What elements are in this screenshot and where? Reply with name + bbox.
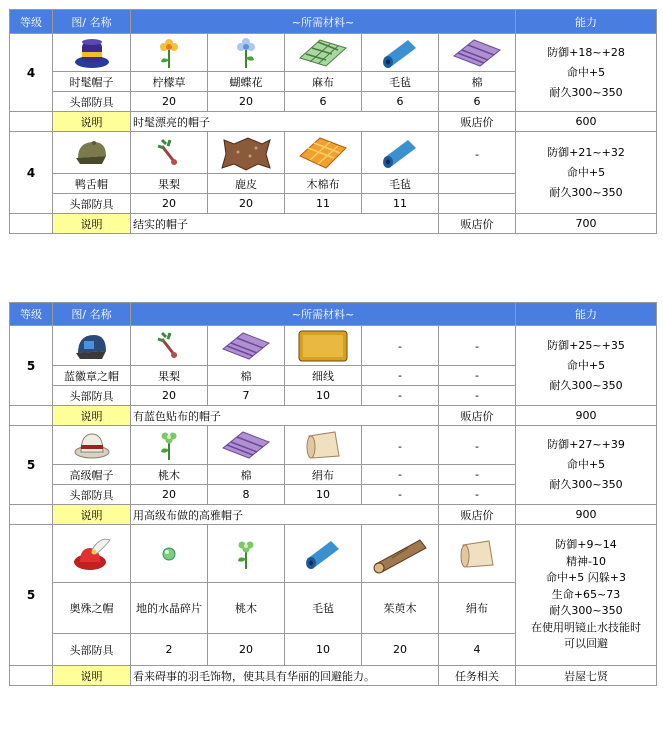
item-name: 奥殊之帽 [53, 583, 131, 634]
material-name: 毛毡 [285, 583, 362, 634]
blank-cell [10, 214, 53, 234]
cotton-cloth-icon [439, 34, 516, 72]
note-label: 说明 [53, 666, 131, 686]
ability-line: 防御+9~14 [555, 538, 617, 552]
header-figure-name: 图/ 名称 [53, 303, 131, 326]
material-qty: 11 [285, 194, 362, 214]
item-level: 4 [10, 34, 53, 112]
header-level: 等级 [10, 10, 53, 34]
linen-cloth-icon [285, 34, 362, 72]
price-label: 贩店价 [439, 214, 516, 234]
item-type: 头部防具 [53, 386, 131, 406]
ability-line: 可以回避 [564, 637, 608, 651]
blank-cell [10, 406, 53, 426]
material-qty: 4 [439, 634, 516, 666]
material-qty: 20 [131, 92, 208, 112]
material-qty: - [362, 386, 439, 406]
material-name: 棉 [208, 366, 285, 386]
price-value: 岩屋七贤 [516, 666, 657, 686]
material-name: 毛毡 [362, 174, 439, 194]
pear-fruit-icon [131, 326, 208, 366]
butterfly-flower-icon [208, 34, 285, 72]
cotton-cloth-icon [208, 426, 285, 465]
felt-roll-icon [362, 34, 439, 72]
item-description: 结实的帽子 [131, 214, 439, 234]
material-name: 柠檬草 [131, 72, 208, 92]
item-type: 头部防具 [53, 634, 131, 666]
item-description: 时髦漂亮的帽子 [131, 112, 439, 132]
material-empty: - [362, 326, 439, 366]
item-level: 4 [10, 132, 53, 214]
ability-cell [516, 426, 657, 505]
oshu-feather-hat-icon [53, 525, 131, 583]
material-name: 棉 [439, 72, 516, 92]
ability-line: 耐久300~350 [549, 604, 623, 618]
header-level: 等级 [10, 303, 53, 326]
material-name: 木棉布 [285, 174, 362, 194]
earth-crystal-shard-icon [131, 525, 208, 583]
material-qty: 20 [208, 194, 285, 214]
ability-line: 防御+18~+28 [547, 45, 625, 59]
material-qty [439, 194, 516, 214]
felt-roll-icon [362, 132, 439, 174]
deer-hide-icon [208, 132, 285, 174]
ability-line: 防御+27~+39 [547, 438, 625, 451]
item-description: 用高级布做的高雅帽子 [131, 505, 439, 525]
material-qty: 20 [131, 194, 208, 214]
dogwood-log-icon [362, 525, 439, 583]
item-name: 鸭舌帽 [53, 174, 131, 194]
material-qty: 20 [131, 485, 208, 505]
material-name: 蝴蝶花 [208, 72, 285, 92]
header-ability: 能力 [516, 303, 657, 326]
peach-wood-flower-icon [208, 525, 285, 583]
item-name: 蓝徽章之帽 [53, 366, 131, 386]
crafting-table-level-4 [9, 9, 657, 234]
felt-roll-icon [285, 525, 362, 583]
item-level: 5 [10, 326, 53, 406]
material-qty: 11 [362, 194, 439, 214]
blank-cell [10, 112, 53, 132]
item-level: 5 [10, 426, 53, 505]
material-qty: 20 [208, 634, 285, 666]
header-ability: 能力 [516, 10, 657, 34]
item-description: 有蓝色贴布的帽子 [131, 406, 439, 426]
material-name: 毛毡 [362, 72, 439, 92]
material-name: 果梨 [131, 174, 208, 194]
deluxe-hat-icon [53, 426, 131, 465]
material-qty: 6 [439, 92, 516, 112]
price-value: 700 [516, 214, 657, 234]
silk-cloth-roll-icon [285, 426, 362, 465]
material-qty: 10 [285, 485, 362, 505]
material-qty: 7 [208, 386, 285, 406]
price-label: 贩店价 [439, 505, 516, 525]
material-qty: 8 [208, 485, 285, 505]
ability-line: 防御+21~+32 [547, 145, 625, 159]
note-label: 说明 [53, 406, 131, 426]
silk-cloth-roll-icon [439, 525, 516, 583]
material-name: 棉 [208, 465, 285, 485]
ability-line: 耐久300~350 [549, 185, 623, 199]
blank-cell [10, 666, 53, 686]
blank-cell [10, 505, 53, 525]
ability-line: 命中+5 [566, 65, 606, 79]
cotton-cloth-icon [208, 326, 285, 366]
lemongrass-flower-icon [131, 34, 208, 72]
material-qty: 2 [131, 634, 208, 666]
material-name: 绢布 [285, 465, 362, 485]
material-name: 麻布 [285, 72, 362, 92]
price-label: 任务相关 [439, 666, 516, 686]
material-qty: 20 [362, 634, 439, 666]
item-type: 头部防具 [53, 92, 131, 112]
ability-line: 命中+5 [566, 458, 606, 471]
material-name: 桃木 [131, 465, 208, 485]
ability-line: 在使用明镜止水技能时 [531, 620, 641, 634]
item-name: 高级帽子 [53, 465, 131, 485]
ability-cell [516, 132, 657, 214]
ability-line: 耐久300~350 [549, 478, 623, 491]
ability-cell [516, 34, 657, 112]
ability-line: 防御+25~+35 [547, 338, 625, 352]
header-materials: ~所需材料~ [131, 10, 516, 34]
price-label: 贩店价 [439, 112, 516, 132]
item-description: 看来碍事的羽毛饰物，使其具有华丽的回避能力。 [131, 666, 439, 686]
material-qty: - [439, 386, 516, 406]
kapok-cloth-icon [285, 132, 362, 174]
material-name: - [439, 366, 516, 386]
note-label: 说明 [53, 214, 131, 234]
note-label: 说明 [53, 112, 131, 132]
item-name: 时髦帽子 [53, 72, 131, 92]
ability-cell [516, 525, 657, 666]
material-qty: 20 [208, 92, 285, 112]
item-type: 头部防具 [53, 194, 131, 214]
material-name: - [439, 465, 516, 485]
material-qty: 10 [285, 386, 362, 406]
material-name: 桃木 [208, 583, 285, 634]
duck-cap-icon [53, 132, 131, 174]
material-name: 鹿皮 [208, 174, 285, 194]
note-label: 说明 [53, 505, 131, 525]
header-figure-name: 图/ 名称 [53, 10, 131, 34]
peach-wood-flower-icon [131, 426, 208, 465]
price-value: 900 [516, 406, 657, 426]
ability-line: 精神-10 [566, 554, 606, 568]
ability-line: 命中+5 [566, 165, 606, 179]
price-value: 600 [516, 112, 657, 132]
material-empty: - [439, 326, 516, 366]
material-qty: - [439, 485, 516, 505]
material-empty: - [439, 132, 516, 174]
material-name [439, 174, 516, 194]
material-qty: 6 [362, 92, 439, 112]
material-name: 绢布 [439, 583, 516, 634]
header-materials: ~所需材料~ [131, 303, 516, 326]
price-label: 贩店价 [439, 406, 516, 426]
ability-cell [516, 326, 657, 406]
fashion-hat-icon [53, 34, 131, 72]
material-qty: 20 [131, 386, 208, 406]
material-qty: 6 [285, 92, 362, 112]
ability-line: 命中+5 [566, 358, 606, 372]
crafting-table-level-5 [9, 302, 657, 686]
material-qty: 10 [285, 634, 362, 666]
ability-line: 耐久300~350 [549, 378, 623, 392]
material-empty: - [362, 426, 439, 465]
item-type: 头部防具 [53, 485, 131, 505]
material-name: 地的水晶碎片 [131, 583, 208, 634]
ability-line: 生命+65~73 [551, 587, 621, 601]
material-name: 茱萸木 [362, 583, 439, 634]
material-empty: - [439, 426, 516, 465]
ability-line: 耐久300~350 [549, 85, 623, 99]
pear-fruit-icon [131, 132, 208, 174]
blue-badge-hat-icon [53, 326, 131, 366]
ability-line: 命中+5 闪躲+3 [546, 571, 626, 585]
material-name: 果梨 [131, 366, 208, 386]
item-level: 5 [10, 525, 53, 666]
material-name: - [362, 465, 439, 485]
price-value: 900 [516, 505, 657, 525]
fine-thread-icon [285, 326, 362, 366]
material-name: - [362, 366, 439, 386]
material-qty: - [362, 485, 439, 505]
material-name: 细线 [285, 366, 362, 386]
